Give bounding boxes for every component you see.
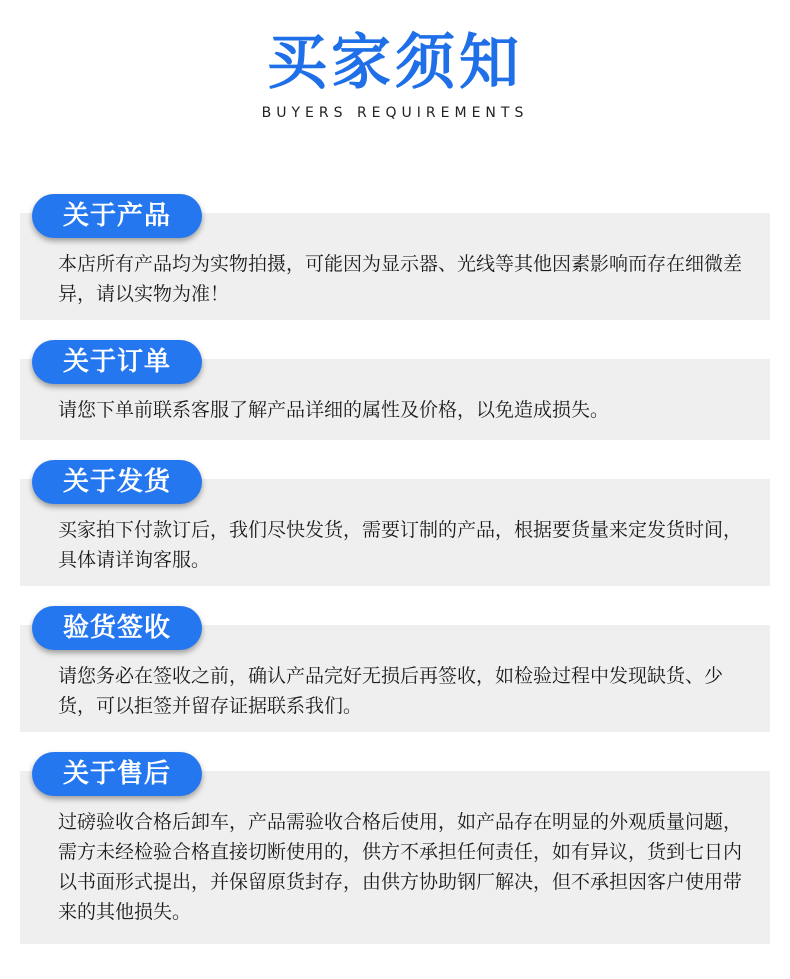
section-label-badge: 验货签收: [32, 606, 202, 650]
section-label-badge: 关于订单: [32, 340, 202, 384]
section-text: 过磅验收合格后卸车，产品需验收合格后使用，如产品存在明显的外观质量问题，需方未经检验合格直接切断使用的，供方不承担任何责任，如有异议，货到七日内以书面形式提出，并保留原货封存，由供方协助钢厂解决，但不承担因客户使用带来的其他损失。: [58, 811, 743, 923]
section-label-badge: 关于发货: [32, 460, 202, 504]
section-label-badge: 关于产品: [32, 194, 202, 238]
page-subtitle: BUYERS REQUIREMENTS: [261, 105, 529, 121]
section-label-badge: 关于售后: [32, 752, 202, 796]
section-shipping: [0, 460, 790, 586]
section-panel: [20, 771, 770, 944]
section-inspection: [0, 606, 790, 732]
section-text: 请您下单前联系客服了解产品详细的属性及价格，以免造成损失。: [58, 399, 610, 421]
section-order: [0, 340, 790, 440]
section-text: 本店所有产品均为实物拍摄，可能因为显示器、光线等其他因素影响而存在细微差异，请以实物为准！: [58, 253, 743, 305]
section-text: 请您务必在签收之前，确认产品完好无损后再签收，如检验过程中发现缺货、少货，可以拒签并留存证据联系我们。: [58, 665, 724, 717]
section-product: [0, 194, 790, 320]
section-after-sales: [0, 752, 790, 944]
page-title: 买家须知: [267, 28, 523, 98]
section-text: 买家拍下付款订后，我们尽快发货，需要订制的产品，根据要货量来定发货时间，具体请详询客服。: [58, 519, 743, 571]
